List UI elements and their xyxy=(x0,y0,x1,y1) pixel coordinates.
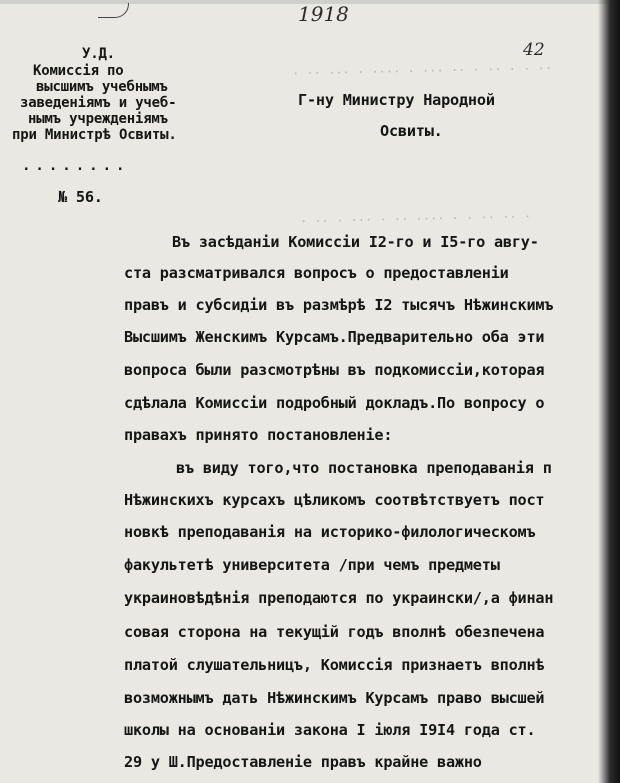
scan-dark-edge xyxy=(598,0,620,783)
header-line: У.Д. xyxy=(82,46,115,62)
body-line: школы на основаніи закона I іюля I9I4 года ст. xyxy=(124,721,536,739)
handwritten-curl-mark xyxy=(98,3,129,18)
handwritten-year: 1918 xyxy=(298,2,349,26)
body-line: совая сторона на текущій годъ вполнѣ обезпечена xyxy=(124,623,545,641)
body-line: новкѣ преподаванія на историко-филологическомъ xyxy=(124,523,536,541)
header-line: Комиссія по xyxy=(33,63,124,79)
body-line: возможнымъ дать Нѣжинскимъ Курсамъ право высшей xyxy=(124,689,545,707)
header-line: нымъ учрежденіямъ xyxy=(28,111,168,127)
bleed-through-text: · ·· ··· · ···· · ··· ·· · ·· · · ·· xyxy=(291,61,553,81)
body-line: Высшимъ Женскимъ Курсамъ.Предварительно оба эти xyxy=(124,328,545,346)
body-line: 29 у Ш.Предоставленіе правъ крайне важно xyxy=(124,753,482,771)
body-line: въ виду того,что постановка преподаванія п xyxy=(176,459,552,477)
body-line: ста разсматривался вопросъ о предоставленіи xyxy=(124,264,509,282)
body-line: правахъ принято постановленіе: xyxy=(124,426,393,444)
header-line: высшимъ учебнымъ xyxy=(36,79,168,95)
header-line: заведеніямъ и учеб- xyxy=(20,95,177,111)
body-line: платой слушательницъ, Комиссія признаетъ вполнѣ xyxy=(124,656,545,674)
handwritten-page-number: 42 xyxy=(523,40,545,60)
document-number: № 56. xyxy=(58,188,103,206)
body-line: факультетѣ университета /при чемъ предметы xyxy=(124,556,500,574)
header-line: при Министрѣ Освиты. xyxy=(12,127,177,143)
body-line: вопроса были разсмотрѣны въ подкомиссіи,которая xyxy=(124,361,545,379)
body-line: Въ засѣданіи Комиссіи I2-го и I5-го авгу- xyxy=(172,233,539,251)
addressee-line: Г-ну Министру Народной xyxy=(298,91,495,109)
addressee-line: Освиты. xyxy=(380,122,443,140)
body-line: сдѣлала Комиссіи подробный докладъ.По вопросу о xyxy=(124,394,545,412)
bleed-through-text: · ·· · ··· · ·· ···· · · ·· ·· · xyxy=(299,209,532,229)
body-line: Нѣжинскихъ курсахъ цѣликомъ соотвѣтствуетъ пост xyxy=(124,491,545,509)
dotted-line: ........ xyxy=(22,158,130,174)
body-line: правъ и субсидіи въ размѣрѣ I2 тысячъ Нѣжинскимъ xyxy=(124,296,554,314)
body-line: украиновѣдѣнія преподаются по украински/,а финан xyxy=(124,589,554,607)
